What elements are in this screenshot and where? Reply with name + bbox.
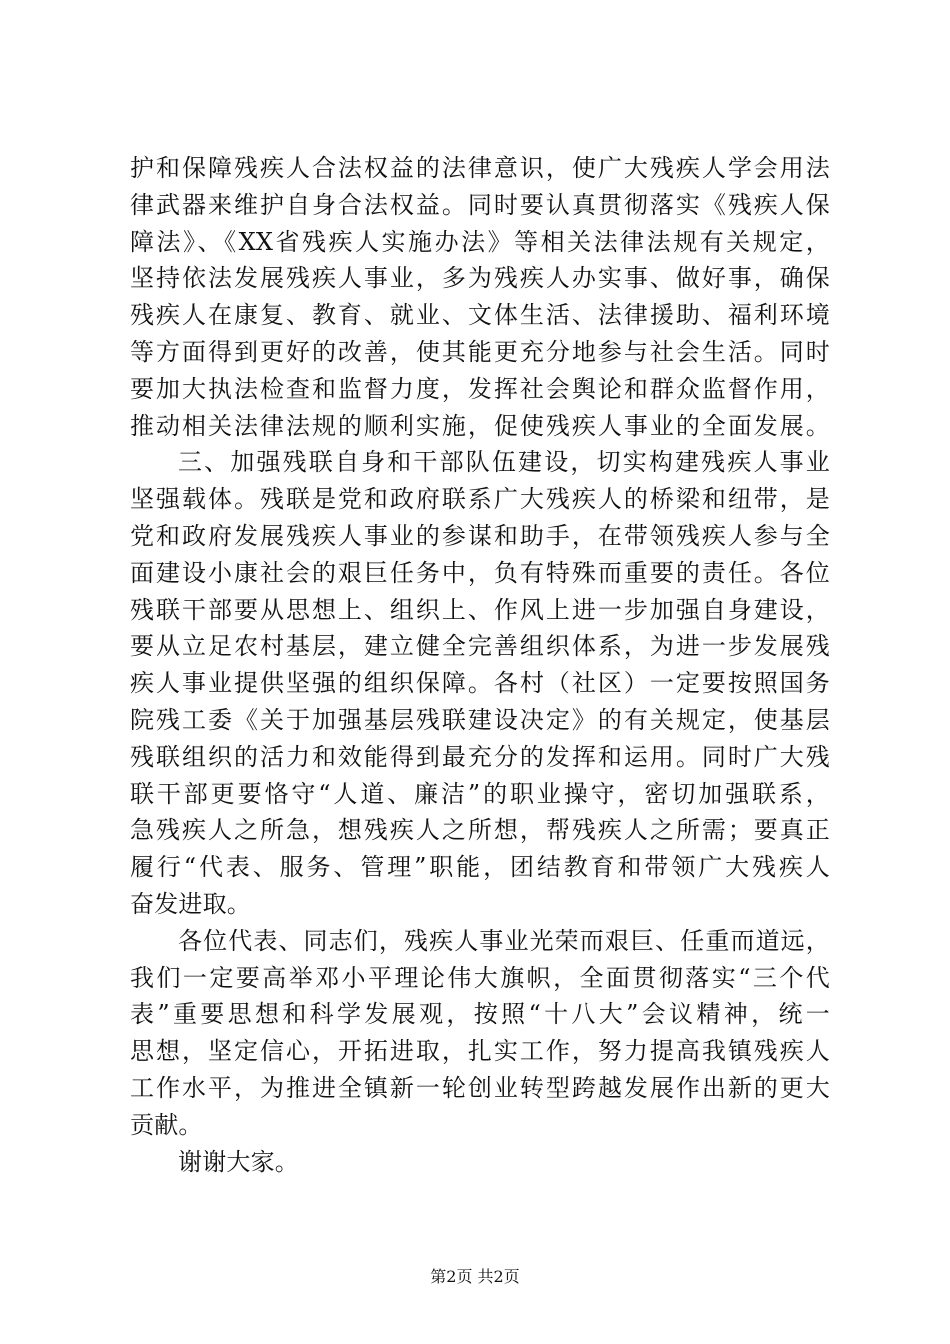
text-line: 残联干部要从思想上、组织上、作风上进一步加强自身建设，	[130, 595, 830, 624]
text-line: 护和保障残疾人合法权益的法律意识，使广大残疾人学会用法	[130, 154, 830, 182]
text-line: 疾人事业提供坚强的组织保障。各村（社区）一定要按照国务	[130, 669, 830, 698]
text-line: 坚强载体。残联是党和政府联系广大残疾人的桥梁和纽带，是	[130, 485, 830, 514]
page-footer: 第2页 共2页	[430, 1267, 520, 1286]
text-line: 贡献。	[130, 1110, 203, 1139]
text-line: 表”重要思想和科学发展观，按照“十八大”会议精神，统一	[130, 1000, 830, 1029]
text-line: 我们一定要高举邓小平理论伟大旗帜，全面贯彻落实“三个代	[130, 963, 830, 992]
text-line: 工作水平，为推进全镇新一轮创业转型跨越发展作出新的更大	[130, 1073, 830, 1102]
text-line: 障法》、《XX省残疾人实施办法》等相关法律法规有关规定，	[130, 227, 830, 256]
text-line: 奋发进取。	[130, 889, 251, 918]
text-line: 推动相关法律法规的顺利实施，促使残疾人事业的全面发展。	[130, 411, 830, 440]
text-line: 要从立足农村基层，建立健全完善组织体系，为进一步发展残	[130, 632, 830, 661]
text-line: 律武器来维护自身合法权益。同时要认真贯彻落实《残疾人保	[130, 190, 830, 219]
text-line: 残联组织的活力和效能得到最充分的发挥和运用。同时广大残	[130, 742, 830, 771]
paragraph-start-line: 各位代表、同志们，残疾人事业光荣而艰巨、任重而道远，	[178, 926, 830, 955]
text-line: 思想，坚定信心，开拓进取，扎实工作，努力提高我镇残疾人	[130, 1037, 830, 1066]
document-body	[130, 150, 830, 1180]
text-line: 面建设小康社会的艰巨任务中，负有特殊而重要的责任。各位	[130, 558, 830, 587]
text-line: 履行“代表、服务、管理”职能，团结教育和带领广大残疾人	[130, 853, 830, 882]
text-line: 党和政府发展残疾人事业的参谋和助手，在带领残疾人参与全	[130, 521, 830, 550]
text-line: 等方面得到更好的改善，使其能更充分地参与社会生活。同时	[130, 337, 830, 366]
section-heading-line: 三、加强残联自身和干部队伍建设，切实构建残疾人事业	[178, 448, 830, 477]
text-line: 急残疾人之所急，想残疾人之所想，帮残疾人之所需；要真正	[130, 816, 830, 845]
text-line: 联干部更要恪守“人道、廉洁”的职业操守，密切加强联系，	[130, 779, 830, 808]
text-line: 坚持依法发展残疾人事业，多为残疾人办实事、做好事，确保	[130, 264, 830, 293]
text-line: 残疾人在康复、教育、就业、文体生活、法律援助、福利环境	[130, 301, 830, 330]
text-line: 院残工委《关于加强基层残联建设决定》的有关规定，使基层	[130, 705, 830, 734]
text-line: 要加大执法检查和监督力度，发挥社会舆论和群众监督作用，	[130, 374, 830, 403]
closing-line: 谢谢大家。	[178, 1147, 299, 1176]
